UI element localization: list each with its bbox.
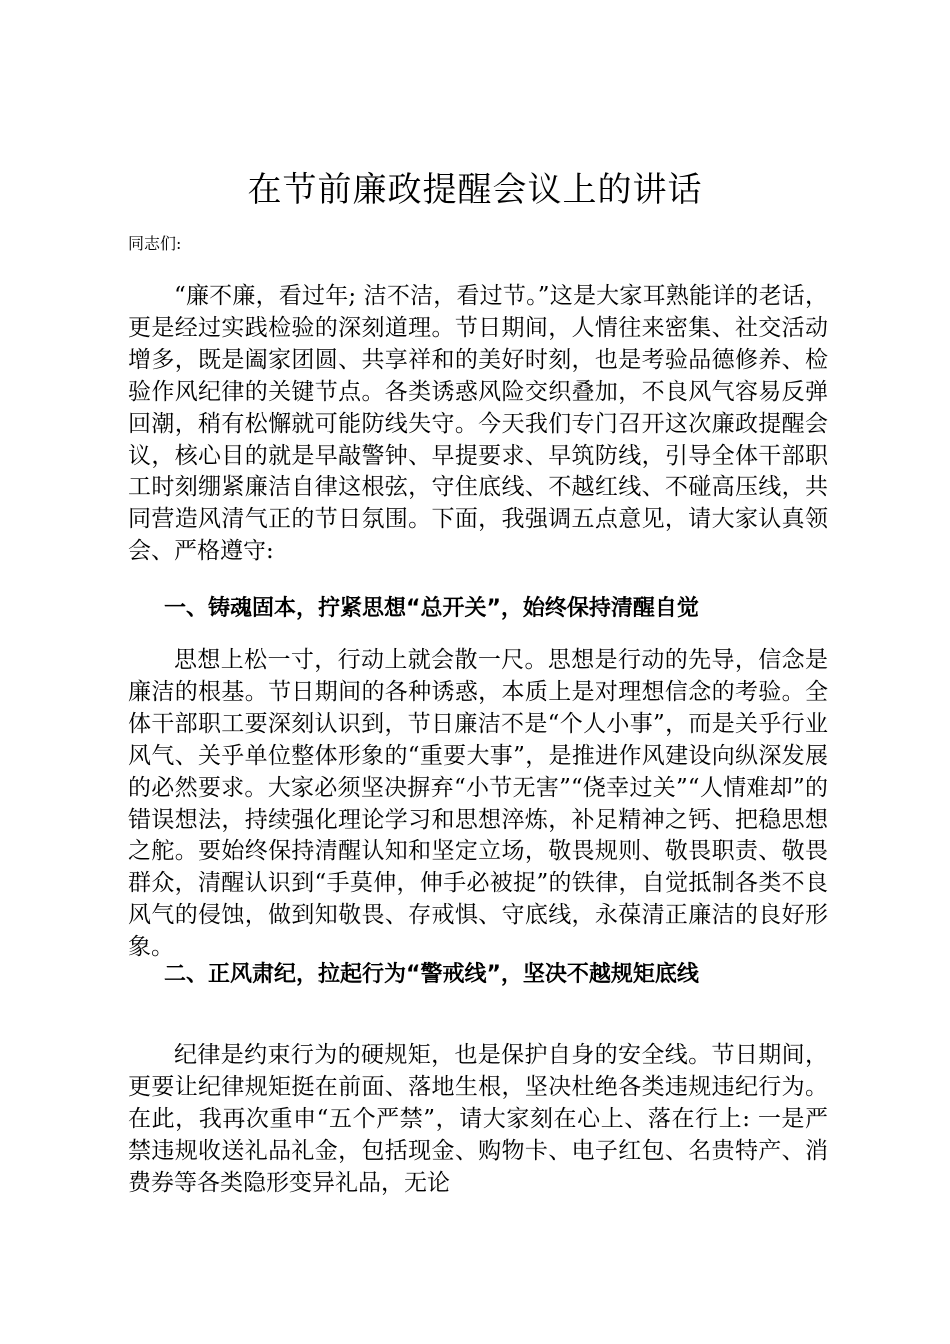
section-heading-1: 一、铸魂固本，拧紧思想“总开关”，始终保持清醒自觉	[164, 596, 699, 621]
section-body-1: 思想上松一寸，行动上就会散一尺。思想是行动的先导，信念是廉洁的根基。节日期间的各种诱惑，本质上是对理想信念的考验。全体干部职工要深刻认识到，节日廉洁不是“个人小事”，而是关乎行业风气、关乎单位整体形象的“重要大事”，是推进作风建设向纵深发展的必然要求。大家必须坚决摒弃“小节无害”“侥幸过关”“人情难却”的错误想法，持续强化理论学习和思想淬炼，补足精神之钙、把稳思想之舵。要始终保持清醒认知和坚定立场，敬畏规则、敬畏职责、敬畏群众，清醒认识到“手莫伸，伸手必被捉”的铁律，自觉抵制各类不良风气的侵蚀，做到知敬畏、存戒惧、守底线，永葆清正廉洁的良好形象。	[128, 647, 828, 961]
section-heading-2: 二、正风肃纪，拉起行为“警戒线”，坚决不越规矩底线	[164, 962, 699, 987]
section-body-2: 纪律是约束行为的硬规矩，也是保护自身的安全线。节日期间，更要让纪律规矩挺在前面、落地生根，坚决杜绝各类违规违纪行为。在此，我再次重申“五个严禁”，请大家刻在心上、落在行上: 一是严禁违规收送礼品礼金，包括现金、购物卡、电子红包、名贵特产、消费券等各类隐形变异礼品，无论	[128, 1042, 828, 1196]
document-title: 在节前廉政提醒会议上的讲话	[247, 170, 703, 210]
salutation: 同志们:	[128, 234, 182, 253]
intro-paragraph: “廉不廉，看过年; 洁不洁，看过节。”这是大家耳熟能详的老话，更是经过实践检验的深刻道理。节日期间，人情往来密集、社交活动增多，既是阖家团圆、共享祥和的美好时刻，也是考验品德修养、检验作风纪律的关键节点。各类诱惑风险交织叠加，不良风气容易反弹回潮，稍有松懈就可能防线失守。今天我们专门召开这次廉政提醒会议，核心目的就是早敲警钟、早提要求、早筑防线，引导全体干部职工时刻绷紧廉洁自律这根弦，守住底线、不越红线、不碰高压线，共同营造风清气正的节日氛围。下面，我强调五点意见，请大家认真领会、严格遵守:	[128, 283, 828, 565]
